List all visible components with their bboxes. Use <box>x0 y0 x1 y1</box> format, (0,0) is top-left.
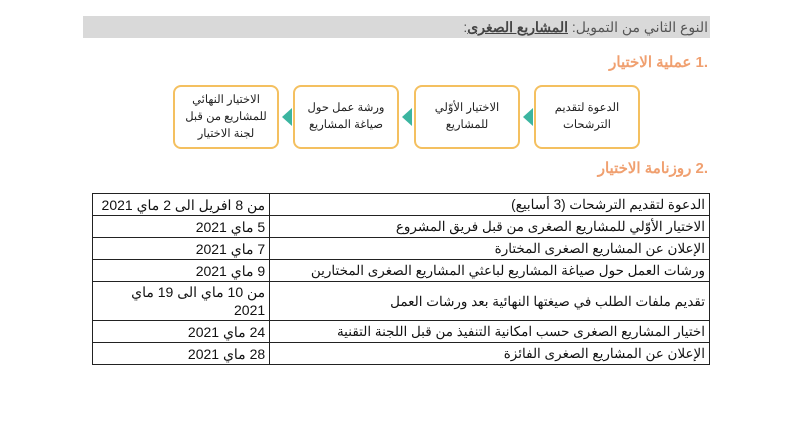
activity-cell: الدعوة لتقديم الترشحات (3 أسابيع) <box>270 194 710 216</box>
flow-step-3: ورشة عمل حول صياغة المشاريع <box>293 85 399 149</box>
activity-cell: اختيار المشاريع الصغرى حسب امكانية التنفيذ من قبل اللجنة التقنية <box>270 321 710 343</box>
date-cell: من 8 افريل الى 2 ماي 2021 <box>93 194 270 216</box>
flow-step-2: الاختيار الأوّلي للمشاريع <box>414 85 520 149</box>
date-cell: 24 ماي 2021 <box>93 321 270 343</box>
activity-cell: الاختيار الأوّلي للمشاريع الصغرى من قبل فريق المشروع <box>270 216 710 238</box>
table-row <box>93 238 710 260</box>
selection-calendar-heading: .2 روزنامة الاختيار <box>597 160 708 177</box>
activity-cell: تقديم ملفات الطلب في صيغتها النهائية بعد ورشات العمل <box>270 282 710 321</box>
table-row <box>93 321 710 343</box>
date-cell: 5 ماي 2021 <box>93 216 270 238</box>
table-row <box>93 216 710 238</box>
selection-process-heading: .1 عملية الاختيار <box>609 54 708 71</box>
date-cell: 7 ماي 2021 <box>93 238 270 260</box>
table-row <box>93 282 710 321</box>
activity-cell: الإعلان عن المشاريع الصغرى المختارة <box>270 238 710 260</box>
selection-schedule-table <box>92 193 710 365</box>
date-cell: من 10 ماي الى 19 ماي 2021 <box>93 282 270 321</box>
flow-arrow-1 <box>523 108 533 126</box>
banner-suffix: : <box>463 19 468 35</box>
banner-prefix: النوع الثاني من التمويل: <box>568 19 708 35</box>
selection-process-flow <box>154 85 666 151</box>
flow-arrow-3 <box>282 108 292 126</box>
date-cell: 9 ماي 2021 <box>93 260 270 282</box>
banner-emphasis: المشاريع الصغرى <box>467 19 568 35</box>
activity-cell: الإعلان عن المشاريع الصغرى الفائزة <box>270 343 710 365</box>
flow-step-4: الاختيار النهائي للمشاريع من قبل لجنة الاختيار <box>173 85 279 149</box>
table-row <box>93 194 710 216</box>
table-row <box>93 343 710 365</box>
flow-arrow-2 <box>402 108 412 126</box>
funding-type-banner <box>83 16 710 38</box>
table-row <box>93 260 710 282</box>
activity-cell: ورشات العمل حول صياغة المشاريع لباعثي المشاريع الصغرى المختارين <box>270 260 710 282</box>
flow-step-1: الدعوة لتقديم الترشحات <box>534 85 640 149</box>
date-cell: 28 ماي 2021 <box>93 343 270 365</box>
